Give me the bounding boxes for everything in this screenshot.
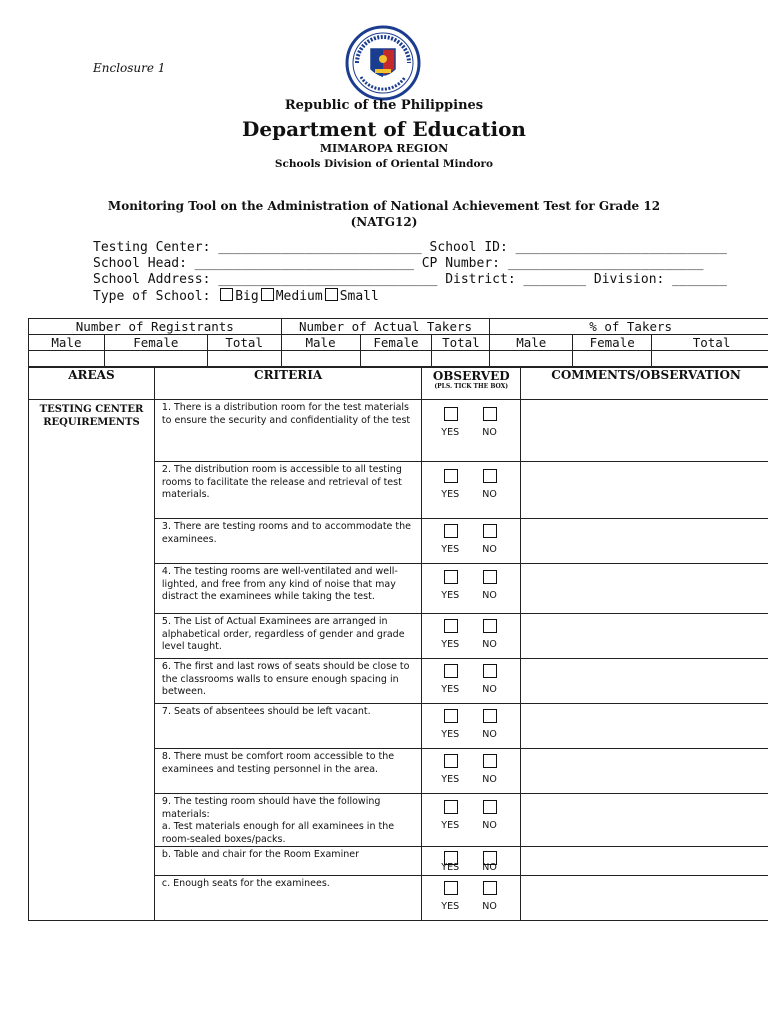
testing-center-school-id-line[interactable]: Testing Center: __________________________ School ID: ___________________________	[93, 240, 727, 255]
yes-label: YES	[441, 729, 460, 740]
areas-header: AREAS	[29, 368, 155, 400]
medium-label: Medium	[275, 289, 323, 304]
comments-cell[interactable]	[521, 519, 768, 564]
no-checkbox[interactable]	[483, 664, 497, 678]
actual-takers-header: Number of Actual Takers	[281, 319, 490, 335]
observed-note: (PLS. TICK THE BOX)	[434, 383, 509, 390]
observed-cell	[422, 564, 521, 614]
no-checkbox[interactable]	[483, 524, 497, 538]
no-label: NO	[482, 427, 497, 438]
criterion-text: 7. Seats of absentees should be left vacant.	[154, 704, 421, 749]
criteria-row	[29, 400, 768, 462]
small-checkbox[interactable]	[325, 288, 338, 301]
yes-checkbox[interactable]	[444, 619, 458, 633]
yes-label: YES	[441, 862, 460, 873]
yes-label: YES	[441, 489, 460, 500]
criterion-text: b. Table and chair for the Room Examiner	[154, 847, 421, 876]
comments-cell[interactable]	[521, 794, 768, 847]
pct-female-input[interactable]	[573, 351, 652, 367]
yes-checkbox[interactable]	[444, 709, 458, 723]
yes-label: YES	[441, 544, 460, 555]
yes-checkbox[interactable]	[444, 754, 458, 768]
small-label: Small	[339, 289, 379, 304]
pct-total-header: Total	[652, 335, 768, 351]
comments-cell[interactable]	[521, 749, 768, 794]
no-label: NO	[482, 544, 497, 555]
no-checkbox[interactable]	[483, 881, 497, 895]
enclosure-label: Enclosure 1	[93, 61, 166, 75]
yes-label: YES	[441, 684, 460, 695]
republic-heading: Republic of the Philippines	[284, 98, 484, 113]
yes-checkbox[interactable]	[444, 570, 458, 584]
yes-checkbox[interactable]	[444, 407, 458, 421]
criterion-text: c. Enough seats for the examinees.	[154, 876, 421, 921]
yes-label: YES	[441, 427, 460, 438]
observed-cell	[422, 659, 521, 704]
criterion-text: 9. The testing room should have the following materials: a. Test materials enough for all examinees in the room-sealed boxes/packs.	[154, 794, 421, 847]
criterion-text: 6. The first and last rows of seats should be close to the classrooms walls to ensure enough spacing in between.	[154, 659, 421, 704]
form-title-acronym: (NATG12)	[350, 215, 418, 229]
criterion-text: 4. The testing rooms are well-ventilated and well-lighted, and free from any kind of noise that may distract the examinees while taking the test.	[154, 564, 421, 614]
criterion-text: 3. There are testing rooms and to accommodate the examinees.	[154, 519, 421, 564]
reg-male-header: Male	[29, 335, 105, 351]
comments-cell[interactable]	[521, 564, 768, 614]
school-head-cp-number-line[interactable]: School Head: ____________________________ CP Number: _________________________	[93, 256, 704, 271]
no-checkbox[interactable]	[483, 469, 497, 483]
yes-checkbox[interactable]	[444, 524, 458, 538]
reg-total-header: Total	[207, 335, 281, 351]
comments-header: COMMENTS/OBSERVATION	[521, 368, 768, 400]
observed-header	[422, 368, 521, 400]
no-checkbox[interactable]	[483, 754, 497, 768]
reg-female-header: Female	[104, 335, 207, 351]
no-label: NO	[482, 684, 497, 695]
registrants-table	[28, 318, 768, 367]
no-label: NO	[482, 590, 497, 601]
observed-cell	[422, 462, 521, 519]
pct-female-header: Female	[573, 335, 652, 351]
no-label: NO	[482, 489, 497, 500]
yes-label: YES	[441, 774, 460, 785]
no-label: NO	[482, 774, 497, 785]
yes-checkbox[interactable]	[444, 664, 458, 678]
department-heading: Department of Education	[242, 117, 526, 141]
comments-cell[interactable]	[521, 400, 768, 462]
big-checkbox[interactable]	[220, 288, 233, 301]
school-address-district-division-line[interactable]: School Address: ____________________________ District: ________ Division: _______	[93, 272, 727, 287]
yes-label: YES	[441, 820, 460, 831]
area-label: TESTING CENTER REQUIREMENTS	[29, 400, 155, 921]
observed-cell	[422, 704, 521, 749]
yes-checkbox[interactable]	[444, 881, 458, 895]
no-label: NO	[482, 901, 497, 912]
comments-cell[interactable]	[521, 614, 768, 659]
division-heading: Schools Division of Oriental Mindoro	[274, 158, 494, 170]
reg-female-input[interactable]	[104, 351, 207, 367]
takers-male-input[interactable]	[281, 351, 360, 367]
yes-label: YES	[441, 901, 460, 912]
deped-seal-logo	[345, 25, 421, 101]
takers-total-header: Total	[432, 335, 490, 351]
criterion-text: 5. The List of Actual Examinees are arranged in alphabetical order, regardless of gender and grade level taught.	[154, 614, 421, 659]
comments-cell[interactable]	[521, 659, 768, 704]
takers-female-header: Female	[360, 335, 432, 351]
comments-cell[interactable]	[521, 462, 768, 519]
big-label: Big	[235, 289, 259, 304]
pct-total-input[interactable]	[652, 351, 768, 367]
observed-cell	[422, 400, 521, 462]
no-label: NO	[482, 820, 497, 831]
medium-checkbox[interactable]	[261, 288, 274, 301]
yes-label: YES	[441, 590, 460, 601]
observed-label: OBSERVED	[432, 369, 510, 383]
reg-total-input[interactable]	[207, 351, 281, 367]
type-of-school-label: Type of School:	[93, 289, 211, 304]
takers-male-header: Male	[281, 335, 360, 351]
no-label: NO	[482, 862, 497, 873]
yes-checkbox[interactable]	[444, 469, 458, 483]
criterion-text: 8. There must be comfort room accessible to the examinees and testing personnel in the area.	[154, 749, 421, 794]
observed-cell	[422, 794, 521, 847]
type-of-school-line	[93, 288, 379, 304]
observed-cell	[422, 614, 521, 659]
criteria-table	[28, 367, 768, 921]
no-checkbox[interactable]	[483, 709, 497, 723]
no-checkbox[interactable]	[483, 800, 497, 814]
no-checkbox[interactable]	[483, 570, 497, 584]
criterion-text: 2. The distribution room is accessible to all testing rooms to facilitate the release and retrieval of test materials.	[154, 462, 421, 519]
form-title: Monitoring Tool on the Administration of National Achievement Test for Grade 12	[107, 199, 661, 213]
no-checkbox[interactable]	[483, 407, 497, 421]
takers-female-input[interactable]	[360, 351, 432, 367]
observed-cell	[422, 519, 521, 564]
comments-cell[interactable]	[521, 876, 768, 921]
criteria-header: CRITERIA	[154, 368, 421, 400]
observed-cell	[422, 749, 521, 794]
no-label: NO	[482, 729, 497, 740]
pct-male-header: Male	[490, 335, 573, 351]
yes-checkbox[interactable]	[444, 800, 458, 814]
percent-takers-header: % of Takers	[490, 319, 768, 335]
comments-cell[interactable]	[521, 847, 768, 876]
comments-cell[interactable]	[521, 704, 768, 749]
pct-male-input[interactable]	[490, 351, 573, 367]
criterion-text: 1. There is a distribution room for the test materials to ensure the security and confidentiality of the test	[154, 400, 421, 462]
yes-label: YES	[441, 639, 460, 650]
reg-male-input[interactable]	[29, 351, 105, 367]
region-heading: MIMAROPA REGION	[319, 142, 449, 155]
registrants-header: Number of Registrants	[29, 319, 282, 335]
takers-total-input[interactable]	[432, 351, 490, 367]
observed-cell	[422, 847, 521, 876]
no-checkbox[interactable]	[483, 619, 497, 633]
no-label: NO	[482, 639, 497, 650]
observed-cell	[422, 876, 521, 921]
